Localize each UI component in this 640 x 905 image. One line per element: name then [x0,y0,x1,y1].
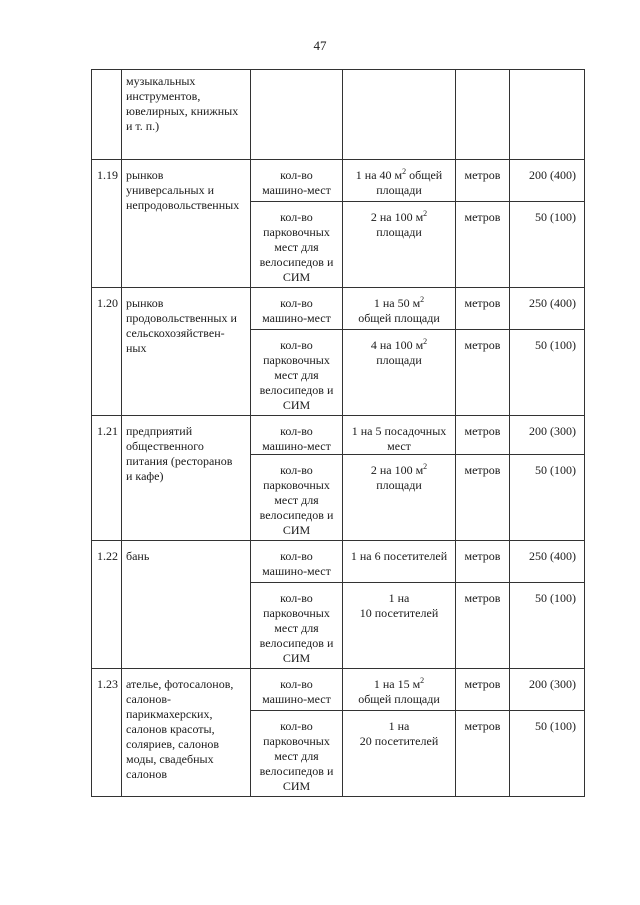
object-cell [122,70,251,160]
object-line: продовольственных и [126,311,237,325]
indicator-line: СИМ [282,779,311,793]
norm-line [345,549,453,564]
norm-line [345,210,453,225]
indicator-line: машино-мест [262,311,331,325]
norm-superscript: 2 [423,209,428,218]
indicator-line: кол-во [280,424,313,438]
norm-line [345,225,453,240]
unit-cell: метров [456,583,510,669]
norm-line [345,338,453,353]
object-line: парикмахерских, [126,707,213,721]
unit-cell: метров [456,330,510,416]
indicator-line: кол-во [280,338,313,352]
norm-text: мест [387,439,411,453]
norm-cell [343,330,456,416]
unit-cell [456,70,510,160]
norm-line [345,478,453,493]
indicator-line: машино-мест [262,183,331,197]
value-cell [510,70,585,160]
norm-text: 1 на 40 м [355,168,403,182]
object-line: моды, свадебных [126,752,214,766]
parking-norms-table [91,69,585,797]
value-cell: 50 (100) [510,202,585,288]
norm-text: 1 на 5 посадочных [351,424,447,438]
table-row [92,541,585,583]
indicator-line: мест для [274,240,319,254]
norm-text: площади [376,478,422,492]
indicator-line: парковочных [263,225,330,239]
indicator-line: СИМ [282,523,311,537]
page-number: 47 [313,38,327,53]
norm-cell [343,70,456,160]
unit-cell: метров [456,711,510,797]
norm-cell [343,288,456,330]
norm-text: 1 на [388,719,410,733]
indicator-line: парковочных [263,734,330,748]
object-line: общественного [126,439,204,453]
norm-line [345,677,453,692]
norm-text-after: общей [406,168,443,182]
table-row [92,669,585,711]
value-cell: 50 (100) [510,583,585,669]
row-number-cell: 1.22 [92,541,122,669]
norm-cell [343,160,456,202]
table-row [92,288,585,330]
unit-cell: метров [456,455,510,541]
norm-superscript: 2 [420,676,425,685]
indicator-line: кол-во [280,549,313,563]
unit-cell: метров [456,288,510,330]
object-cell [122,288,251,416]
norm-text: 1 на 6 посетителей [350,549,448,563]
object-line: питания (ресторанов [126,454,233,468]
norm-superscript: 2 [423,462,428,471]
indicator-cell [251,202,343,288]
indicator-line: кол-во [280,719,313,733]
norm-cell [343,455,456,541]
norm-superscript: 2 [402,167,407,176]
norm-text: 10 посетителей [359,606,439,620]
indicator-line: машино-мест [262,564,331,578]
norm-line [345,311,453,326]
indicator-line: велосипедов и [259,383,334,397]
object-line: бань [126,549,150,563]
object-line: ных [126,341,147,355]
row-number-cell [92,70,122,160]
norm-line [345,353,453,368]
indicator-cell [251,288,343,330]
norm-cell [343,669,456,711]
indicator-line: велосипедов и [259,764,334,778]
norm-cell [343,583,456,669]
indicator-line: СИМ [282,651,311,665]
object-line: предприятий [126,424,193,438]
unit-cell: метров [456,669,510,711]
object-line: музыкальных [126,74,196,88]
norm-cell [343,541,456,583]
object-cell [122,669,251,797]
object-line: и кафе) [126,469,164,483]
object-line: инструментов, [126,89,201,103]
indicator-line: кол-во [280,168,313,182]
value-cell: 250 (400) [510,541,585,583]
norm-text: 1 на 15 м [373,677,421,691]
norm-line [345,463,453,478]
value-cell: 200 (300) [510,669,585,711]
norm-text: общей площади [358,692,440,706]
object-line: салонов красоты, [126,722,215,736]
indicator-cell [251,669,343,711]
indicator-line: кол-во [280,591,313,605]
table-row [92,416,585,455]
indicator-line: парковочных [263,478,330,492]
norm-line [345,692,453,707]
object-line: ювелирных, книжных [126,104,239,118]
value-cell: 50 (100) [510,711,585,797]
indicator-cell [251,416,343,455]
indicator-line: мест для [274,493,319,507]
indicator-cell [251,455,343,541]
row-number-cell: 1.20 [92,288,122,416]
norm-line [345,296,453,311]
unit-cell: метров [456,202,510,288]
norm-line [345,439,453,454]
object-line: рынков [126,168,164,182]
object-cell [122,160,251,288]
norm-text: 4 на 100 м [370,338,424,352]
norm-text: площади [376,353,422,367]
norm-text: 1 на 50 м [373,296,421,310]
norm-line [345,606,453,621]
norm-superscript: 2 [423,337,428,346]
indicator-line: кол-во [280,677,313,691]
indicator-line: велосипедов и [259,255,334,269]
object-cell [122,541,251,669]
norm-line [345,424,453,439]
norm-line [345,734,453,749]
table-row [92,160,585,202]
norm-text: 1 на [388,591,410,605]
value-cell: 50 (100) [510,330,585,416]
value-cell: 50 (100) [510,455,585,541]
norm-text: 20 посетителей [359,734,439,748]
indicator-line: парковочных [263,353,330,367]
norm-line [345,591,453,606]
indicator-cell [251,70,343,160]
continuation-row [92,70,585,160]
object-cell [122,416,251,541]
object-line: и т. п.) [126,119,160,133]
norm-text: общей площади [358,311,440,325]
object-line: соляриев, салонов [126,737,220,751]
unit-cell: метров [456,416,510,455]
indicator-line: мест для [274,749,319,763]
norm-cell [343,416,456,455]
indicator-line: велосипедов и [259,508,334,522]
indicator-line: СИМ [282,398,311,412]
unit-cell: метров [456,160,510,202]
indicator-cell [251,541,343,583]
value-cell: 250 (400) [510,288,585,330]
indicator-line: СИМ [282,270,311,284]
indicator-line: кол-во [280,210,313,224]
norm-text: площади [376,183,422,197]
norm-text: 2 на 100 м [370,210,424,224]
row-number-cell: 1.19 [92,160,122,288]
indicator-cell [251,160,343,202]
indicator-line: машино-мест [262,692,331,706]
norm-line [345,183,453,198]
indicator-line: мест для [274,621,319,635]
value-cell: 200 (300) [510,416,585,455]
row-number-cell: 1.21 [92,416,122,541]
norm-line [345,168,453,183]
norm-cell [343,202,456,288]
object-line: ателье, фотосалонов, [126,677,234,691]
object-line: непродовольственных [126,198,240,212]
norm-line [345,719,453,734]
indicator-line: машино-мест [262,439,331,453]
value-cell: 200 (400) [510,160,585,202]
norm-text: площади [376,225,422,239]
indicator-cell [251,330,343,416]
unit-cell: метров [456,541,510,583]
row-number-cell: 1.23 [92,669,122,797]
object-line: рынков [126,296,164,310]
indicator-line: парковочных [263,606,330,620]
norm-text: 2 на 100 м [370,463,424,477]
indicator-line: кол-во [280,463,313,477]
indicator-line: кол-во [280,296,313,310]
indicator-line: велосипедов и [259,636,334,650]
norm-superscript: 2 [420,295,425,304]
indicator-line: мест для [274,368,319,382]
indicator-cell [251,711,343,797]
object-line: салонов- [126,692,171,706]
object-line: универсальных и [126,183,215,197]
indicator-cell [251,583,343,669]
norm-cell [343,711,456,797]
object-line: сельскохозяйствен- [126,326,225,340]
object-line: салонов [126,767,167,781]
